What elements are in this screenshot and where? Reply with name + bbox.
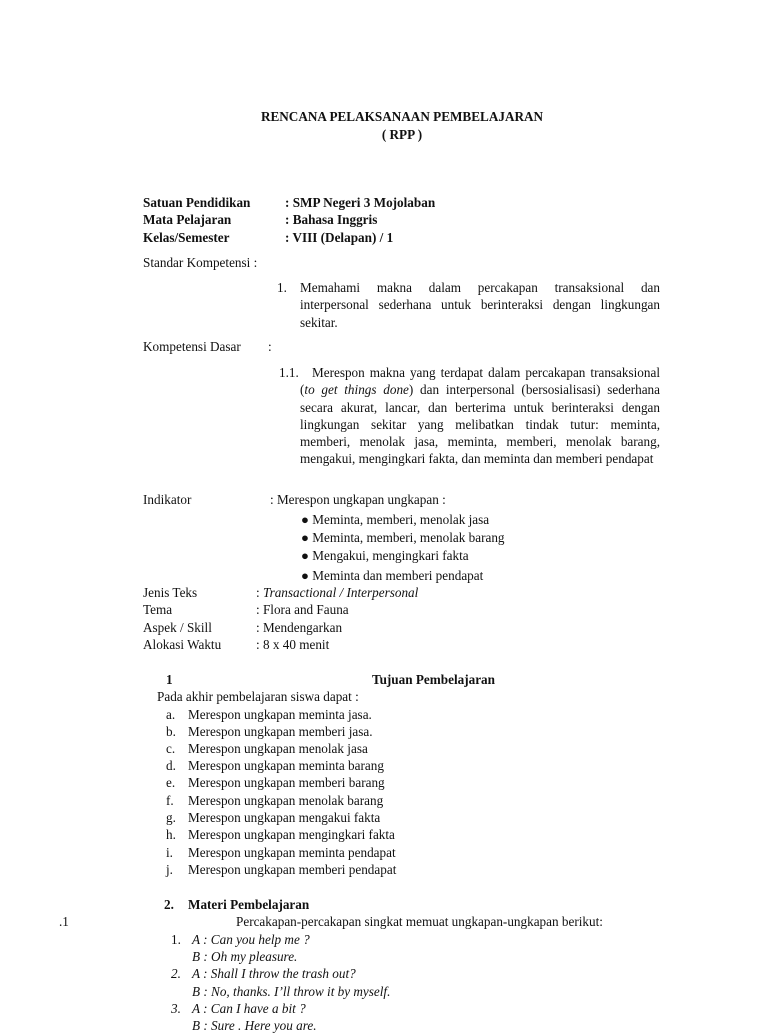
meta-label-text-type: Jenis Teks — [143, 585, 198, 600]
dialog-number: 2. — [171, 966, 181, 981]
list-item: Merespon ungkapan meminta barang — [188, 758, 384, 773]
dialog-number: 3. — [171, 1001, 181, 1016]
list-item-marker: i. — [166, 845, 173, 860]
list-item: Merespon ungkapan mengakui fakta — [188, 810, 381, 825]
identity-label-subject: Mata Pelajaran — [143, 212, 232, 227]
standard-competency-label: Standar Kompetensi : — [143, 255, 258, 270]
list-item-marker: a. — [166, 707, 176, 722]
list-item-marker: e. — [166, 775, 176, 790]
bullet-icon: ● — [301, 512, 309, 527]
list-item-marker: c. — [166, 741, 176, 756]
identity-value-subject: : Bahasa Inggris — [285, 212, 378, 227]
list-item: Merespon ungkapan memberi barang — [188, 775, 385, 790]
bullet-icon: ● — [301, 568, 309, 583]
dialog-number: 1. — [171, 932, 181, 947]
meta-value-skill: : Mendengarkan — [256, 620, 343, 635]
document-subtitle: ( RPP ) — [381, 127, 423, 142]
section-1-title: Tujuan Pembelajaran — [372, 672, 495, 687]
list-item-marker: b. — [166, 724, 176, 739]
dialog-line-b: B : Oh my pleasure. — [192, 949, 298, 964]
meta-value-text-type: : Transactional / Interpersonal — [256, 585, 419, 600]
indicator-label: Indikator — [143, 492, 192, 507]
list-item-marker: g. — [166, 810, 176, 825]
standard-competency-text: Memahami makna dalam percakapan transaksional dan interpersonal sederhana untuk berinteraksi dengan lingkungan sekitar. — [300, 280, 660, 330]
basic-competency-number: 1.1. — [279, 365, 299, 380]
dialog-line-b: B : Sure . Here you are. — [192, 1018, 317, 1033]
bullet-icon: ● — [301, 548, 309, 563]
meta-label-skill: Aspek / Skill — [143, 620, 212, 635]
basic-competency-text: Merespon makna yang terdapat dalam percakapan transaksional (to get things done) dan interpersonal (bersosialisasi) sederhana secara akurat, lancar, dan berterima untuk berinteraksi dengan lingkungan sekitar yang melibatkan tindak tutur: meminta, memberi, menolak jasa, meminta, memberi, menolak barang, mengakui, mengingkari fakta, dan meminta dan memberi pendapat — [300, 365, 660, 467]
basic-competency-colon: : — [268, 339, 272, 354]
list-item: ● Meminta, memberi, menolak barang — [301, 530, 505, 545]
list-item: Merespon ungkapan menolak barang — [188, 793, 384, 808]
identity-label-school: Satuan Pendidikan — [143, 195, 251, 210]
list-item-marker: d. — [166, 758, 176, 773]
section-2-number: 2. — [164, 897, 174, 912]
list-item: Merespon ungkapan mengingkari fakta — [188, 827, 395, 842]
list-item-marker: f. — [166, 793, 174, 808]
basic-competency-label: Kompetensi Dasar — [143, 339, 241, 354]
dialog-line-a: A : Can you help me ? — [192, 932, 310, 947]
standard-competency-number: 1. — [277, 280, 287, 295]
dialog-line-a: A : Can I have a bit ? — [192, 1001, 306, 1016]
identity-label-class: Kelas/Semester — [143, 230, 230, 245]
document-title: RENCANA PELAKSANAAN PEMBELAJARAN — [260, 109, 544, 124]
meta-value-theme: : Flora and Fauna — [256, 602, 349, 617]
list-item: ● Meminta dan memberi pendapat — [301, 568, 484, 583]
bullet-icon: ● — [301, 530, 309, 545]
list-item: ● Mengakui, mengingkari fakta — [301, 548, 469, 563]
dialog-line-a: A : Shall I throw the trash out? — [192, 966, 356, 981]
list-item: Merespon ungkapan menolak jasa — [188, 741, 368, 756]
list-item: Merespon ungkapan memberi pendapat — [188, 862, 397, 877]
list-item: ● Meminta, memberi, menolak jasa — [301, 512, 490, 527]
identity-value-class: : VIII (Delapan) / 1 — [285, 230, 394, 245]
list-item: Merespon ungkapan meminta jasa. — [188, 707, 372, 722]
identity-value-school: : SMP Negeri 3 Mojolaban — [285, 195, 436, 210]
section-1-intro: Pada akhir pembelajaran siswa dapat : — [157, 689, 359, 704]
dialog-line-b: B : No, thanks. I’ll throw it by myself. — [192, 984, 391, 999]
list-item: Merespon ungkapan meminta pendapat — [188, 845, 396, 860]
indicator-intro: : Merespon ungkapan ungkapan : — [270, 492, 446, 507]
list-item-marker: j. — [166, 862, 173, 877]
section-2-intro: Percakapan-percakapan singkat memuat ungkapan-ungkapan berikut: — [236, 914, 603, 929]
meta-label-time: Alokasi Waktu — [143, 637, 222, 652]
list-item: Merespon ungkapan memberi jasa. — [188, 724, 373, 739]
section-2-subnumber: .1 — [59, 914, 69, 929]
meta-value-time: : 8 x 40 menit — [256, 637, 330, 652]
section-2-title: Materi Pembelajaran — [188, 897, 310, 912]
list-item-marker: h. — [166, 827, 176, 842]
section-1-number: 1 — [166, 672, 173, 687]
meta-label-theme: Tema — [143, 602, 173, 617]
